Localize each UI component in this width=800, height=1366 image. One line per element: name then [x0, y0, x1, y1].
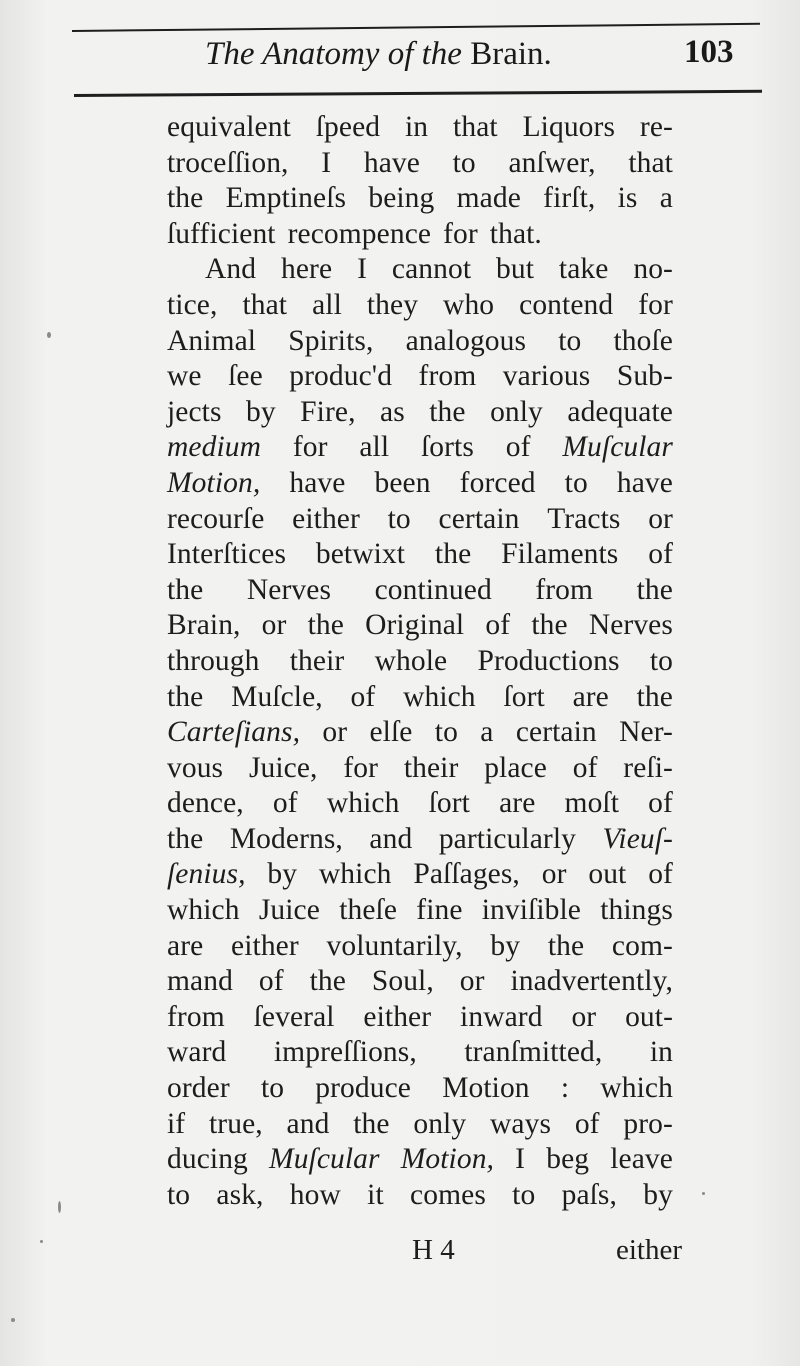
text-line: [167, 217, 673, 253]
word: they: [366, 288, 419, 321]
word: the: [547, 929, 585, 962]
word: ſenius,: [167, 858, 246, 891]
word: of: [648, 787, 673, 820]
word: of: [485, 609, 511, 642]
text-line: [167, 751, 673, 787]
word: that.: [489, 217, 542, 250]
word: inadvertently,: [510, 965, 673, 998]
paper-speck: [58, 1201, 61, 1213]
word: Motion,: [167, 466, 261, 499]
word: inward: [460, 1000, 543, 1033]
word: or: [648, 502, 673, 535]
word: Soul,: [371, 965, 434, 998]
word: to: [512, 1178, 536, 1211]
word: the: [167, 573, 204, 606]
paper-speck: [47, 332, 51, 338]
word: Original: [365, 609, 465, 642]
text-line: [167, 324, 673, 360]
word: ſort: [503, 680, 545, 713]
word: and: [286, 1107, 330, 1140]
word: Filaments: [501, 538, 619, 571]
word: beg: [546, 1143, 590, 1176]
word: all: [312, 288, 342, 321]
word: Productions: [477, 644, 620, 677]
word: moſt: [564, 787, 620, 820]
word: of: [272, 787, 298, 820]
word: Muſcle,: [231, 680, 323, 713]
text-line: [167, 929, 673, 965]
word: ſpeed: [315, 111, 381, 143]
text-line: [167, 644, 673, 680]
word: anſwer,: [508, 146, 596, 179]
word: being: [368, 182, 435, 215]
word: been: [374, 466, 431, 499]
text-line: [167, 822, 673, 858]
word: either: [231, 929, 299, 962]
word: by: [246, 395, 276, 428]
body-text: [167, 110, 673, 1213]
word: ducing: [167, 1143, 248, 1176]
page-footer: [412, 1234, 682, 1274]
word: have: [289, 466, 346, 499]
word: true,: [209, 1107, 263, 1140]
word: to: [564, 466, 588, 499]
text-line: [167, 1071, 673, 1107]
word: out: [588, 858, 627, 891]
page-number: 103: [684, 34, 734, 70]
word: ſeveral: [253, 1000, 335, 1033]
signature-mark: H 4: [412, 1234, 455, 1266]
word: who: [443, 288, 495, 321]
word: forced: [459, 466, 536, 499]
word: of: [648, 538, 673, 571]
word: I: [357, 253, 367, 286]
word: continued: [374, 573, 492, 606]
word: ward: [167, 1036, 227, 1069]
word: Tracts: [547, 502, 621, 535]
word: in: [405, 111, 429, 143]
text-line: [167, 786, 673, 822]
word: pro-: [623, 1107, 673, 1140]
word: inviſible: [481, 894, 581, 927]
word: things: [600, 894, 673, 927]
word: from: [167, 1000, 225, 1033]
word: of: [258, 965, 284, 998]
word: by: [267, 858, 298, 891]
word: only: [413, 1107, 467, 1140]
text-line: [167, 680, 673, 716]
paper-speck: [40, 1240, 43, 1243]
word: I: [321, 146, 332, 179]
word: to: [167, 1178, 191, 1211]
word: to: [649, 644, 673, 677]
word: either: [292, 502, 360, 535]
word: the: [531, 609, 568, 642]
word: betwixt: [315, 538, 406, 571]
word: of: [350, 680, 376, 713]
word: have: [616, 466, 673, 499]
word: by: [643, 1178, 673, 1211]
word: which: [326, 787, 400, 820]
text-line: [167, 466, 673, 502]
header-top-rule: [72, 23, 760, 32]
word: the: [309, 965, 346, 998]
running-head-part: The Anatomy of the: [205, 36, 462, 72]
word: by: [490, 929, 521, 962]
word: which: [600, 1072, 673, 1105]
text-line: [167, 573, 673, 609]
word: here: [281, 253, 333, 286]
word: we: [167, 360, 202, 393]
text-line: [167, 502, 673, 538]
word: firſt,: [543, 182, 596, 215]
word: made: [456, 182, 521, 215]
word: Moderns,: [229, 822, 343, 855]
text-line: [167, 1107, 673, 1143]
word: vous: [167, 751, 224, 784]
word: but: [496, 253, 535, 286]
word: paſs,: [561, 1178, 617, 1211]
word: elſe: [369, 716, 413, 749]
text-line: [167, 608, 673, 644]
text-line: [167, 857, 673, 893]
word: ſort: [428, 787, 470, 820]
word: order: [167, 1072, 230, 1105]
word: from: [418, 360, 477, 393]
text-line: [167, 537, 673, 573]
word: thoſe: [613, 324, 673, 357]
text-line: [167, 288, 673, 324]
word: fine: [416, 894, 463, 927]
word: that: [242, 288, 288, 321]
word: for: [343, 751, 379, 784]
word: as: [380, 395, 405, 428]
word: either: [363, 1000, 432, 1033]
word: are: [572, 680, 609, 713]
word: adequate: [567, 395, 673, 428]
paper-speck: [11, 1318, 15, 1322]
word: produc'd: [289, 360, 393, 393]
word: I: [515, 1143, 526, 1176]
word: leave: [610, 1143, 673, 1176]
word: theſe: [339, 894, 398, 927]
word: ask,: [216, 1178, 264, 1211]
word: Muſcular: [562, 431, 673, 464]
word: if: [167, 1107, 186, 1140]
text-line: [167, 893, 673, 929]
word: to: [434, 716, 458, 749]
text-line: [167, 359, 673, 395]
word: the: [307, 609, 344, 642]
word: or: [459, 965, 485, 998]
word: Liquors: [522, 111, 616, 143]
word: from: [535, 573, 594, 606]
word: cannot: [391, 253, 472, 286]
word: various: [502, 360, 591, 393]
word: to: [558, 324, 582, 357]
word: the: [636, 573, 673, 606]
word: voluntarily,: [326, 929, 463, 962]
word: which: [167, 894, 240, 927]
running-head-part: Brain.: [461, 36, 552, 72]
word: their: [289, 644, 345, 677]
word: is: [617, 182, 638, 215]
word: through: [167, 644, 260, 677]
text-line: [167, 430, 673, 466]
word: produce: [315, 1072, 411, 1105]
word: for: [638, 288, 673, 321]
word: which: [403, 680, 476, 713]
text-line: [167, 1142, 673, 1178]
word: Motion,: [400, 1143, 495, 1176]
text-line: [167, 252, 673, 288]
word: Juice,: [248, 751, 318, 784]
word: that: [453, 111, 498, 143]
text-line: [167, 1178, 673, 1214]
word: have: [363, 146, 420, 179]
word: Muſcular: [269, 1143, 380, 1176]
word: or: [541, 858, 567, 891]
word: the: [353, 1107, 390, 1140]
word: Nerves: [588, 609, 673, 642]
word: Ner-: [619, 716, 673, 749]
word: ſee: [228, 360, 263, 393]
word: comes: [410, 1178, 486, 1211]
running-head: [205, 36, 625, 73]
word: the: [429, 395, 466, 428]
word: mand: [167, 965, 233, 998]
word: recourſe: [167, 502, 265, 535]
word: recompence: [287, 217, 432, 250]
word: certain: [515, 716, 597, 749]
word: how: [289, 1178, 341, 1211]
word: no-: [633, 253, 673, 286]
word: to: [452, 146, 476, 179]
word: troceſſion,: [167, 146, 289, 179]
word: the: [434, 538, 472, 571]
word: analogous: [405, 324, 527, 357]
word: the: [167, 680, 204, 713]
word: reſi-: [623, 751, 673, 784]
word: only: [490, 395, 543, 428]
word: ſufficient: [167, 217, 276, 250]
word: Interſtices: [167, 538, 287, 571]
word: of: [648, 858, 673, 891]
word: medium: [167, 431, 261, 464]
word: the: [636, 680, 673, 713]
catchword: either: [615, 1234, 682, 1266]
word: particularly: [438, 822, 576, 855]
word: Emptineſs: [225, 182, 347, 215]
word: take: [558, 253, 609, 286]
word: out-: [625, 1000, 673, 1033]
word: their: [403, 751, 459, 784]
word: which: [318, 858, 392, 891]
word: for: [292, 431, 328, 464]
word: to: [387, 502, 411, 535]
word: tranſmitted,: [464, 1036, 603, 1069]
word: are: [499, 787, 536, 820]
text-line: [167, 146, 673, 182]
word: or: [322, 716, 348, 749]
word: Brain,: [167, 609, 241, 642]
word: Paſſages,: [413, 858, 520, 891]
word: whole: [374, 644, 448, 677]
word: in: [649, 1036, 673, 1069]
word: And: [205, 253, 257, 286]
word: Sub-: [616, 360, 673, 393]
text-line: [167, 110, 673, 146]
word: to: [260, 1072, 285, 1105]
word: that: [628, 146, 673, 179]
word: a: [659, 182, 673, 215]
word: Vieuſ-: [602, 822, 673, 855]
word: com-: [611, 929, 673, 962]
text-line: [167, 181, 673, 217]
header-bottom-rule: [74, 90, 762, 97]
word: contend: [519, 288, 614, 321]
word: impreſſions,: [273, 1036, 417, 1069]
paper-speck: [702, 1192, 705, 1195]
word: Juice: [258, 894, 320, 927]
word: are: [167, 929, 204, 962]
word: or: [571, 1000, 597, 1033]
text-line: [167, 1035, 673, 1071]
text-line: [167, 715, 673, 751]
text-line: [167, 964, 673, 1000]
word: re-: [639, 111, 673, 143]
word: the: [167, 182, 204, 215]
word: tice,: [167, 288, 218, 321]
word: :: [560, 1072, 570, 1105]
word: all: [359, 431, 390, 464]
word: of: [505, 431, 531, 464]
word: ways: [490, 1107, 552, 1140]
word: or: [261, 609, 287, 642]
word: a: [480, 716, 494, 749]
word: Animal: [167, 324, 257, 357]
text-line: [167, 1000, 673, 1036]
word: certain: [438, 502, 520, 535]
word: dence,: [167, 787, 244, 820]
word: the: [167, 822, 204, 855]
word: jects: [167, 395, 222, 428]
word: of: [572, 751, 598, 784]
word: of: [574, 1107, 600, 1140]
word: it: [367, 1178, 384, 1211]
text-line: [167, 395, 673, 431]
word: Motion: [442, 1072, 530, 1105]
word: ſorts: [420, 431, 474, 464]
word: Carteſians,: [167, 716, 301, 749]
word: Spirits,: [288, 324, 374, 357]
word: and: [369, 822, 413, 855]
word: place: [484, 751, 547, 784]
word: for: [443, 217, 478, 250]
word: equivalent: [167, 111, 291, 143]
word: Nerves: [246, 573, 332, 606]
word: Fire,: [300, 395, 356, 428]
